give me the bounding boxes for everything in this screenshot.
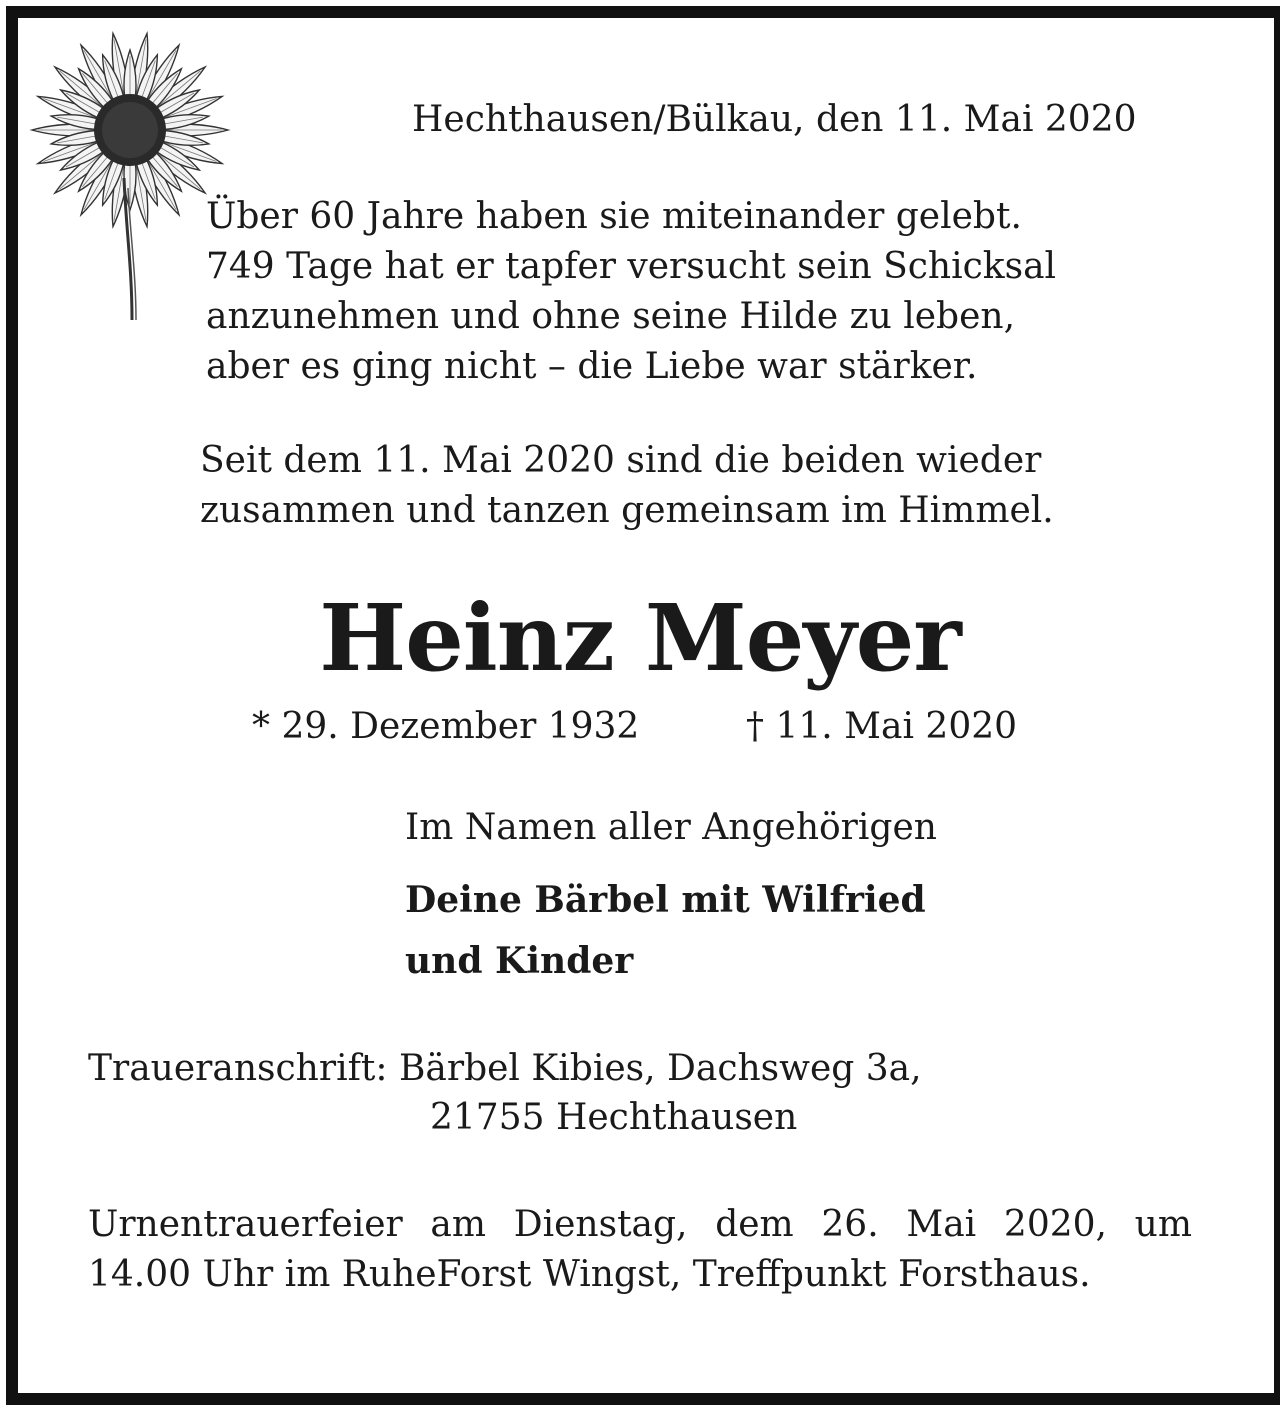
- reunion-line-1: Seit dem 11. Mai 2020 sind die beiden wieder: [200, 440, 1042, 481]
- ceremony-line-1: Urnentrauerfeier am Dienstag, dem 26. Mai 2020, um: [88, 1204, 1192, 1245]
- death-date: † 11. Mai 2020: [746, 706, 1018, 747]
- intro-line-3: anzunehmen und ohne seine Hilde zu leben,: [206, 296, 1016, 337]
- deceased-name: Heinz Meyer: [319, 584, 961, 692]
- mourners-intro: Im Namen aller Angehörigen: [405, 807, 937, 848]
- place-date: Hechthausen/Bülkau, den 11. Mai 2020: [412, 99, 1137, 140]
- intro-line-2: 749 Tage hat er tapfer versucht sein Schicksal: [206, 246, 1057, 287]
- birth-date: * 29. Dezember 1932: [252, 706, 640, 747]
- ceremony-line-2: 14.00 Uhr im RuheForst Wingst, Treffpunkt Forsthaus.: [88, 1254, 1091, 1295]
- mourners-line-1: Deine Bärbel mit Wilfried: [405, 879, 926, 921]
- reunion-line-2: zusammen und tanzen gemeinsam im Himmel.: [200, 490, 1054, 531]
- address-city: 21755 Hechthausen: [430, 1097, 798, 1138]
- intro-line-4: aber es ging nicht – die Liebe war stärker.: [206, 346, 978, 387]
- address-line: Traueranschrift: Bärbel Kibies, Dachsweg 3a,: [88, 1048, 922, 1089]
- mourners-line-2: und Kinder: [405, 940, 634, 982]
- intro-line-1: Über 60 Jahre haben sie miteinander gelebt.: [206, 196, 1022, 237]
